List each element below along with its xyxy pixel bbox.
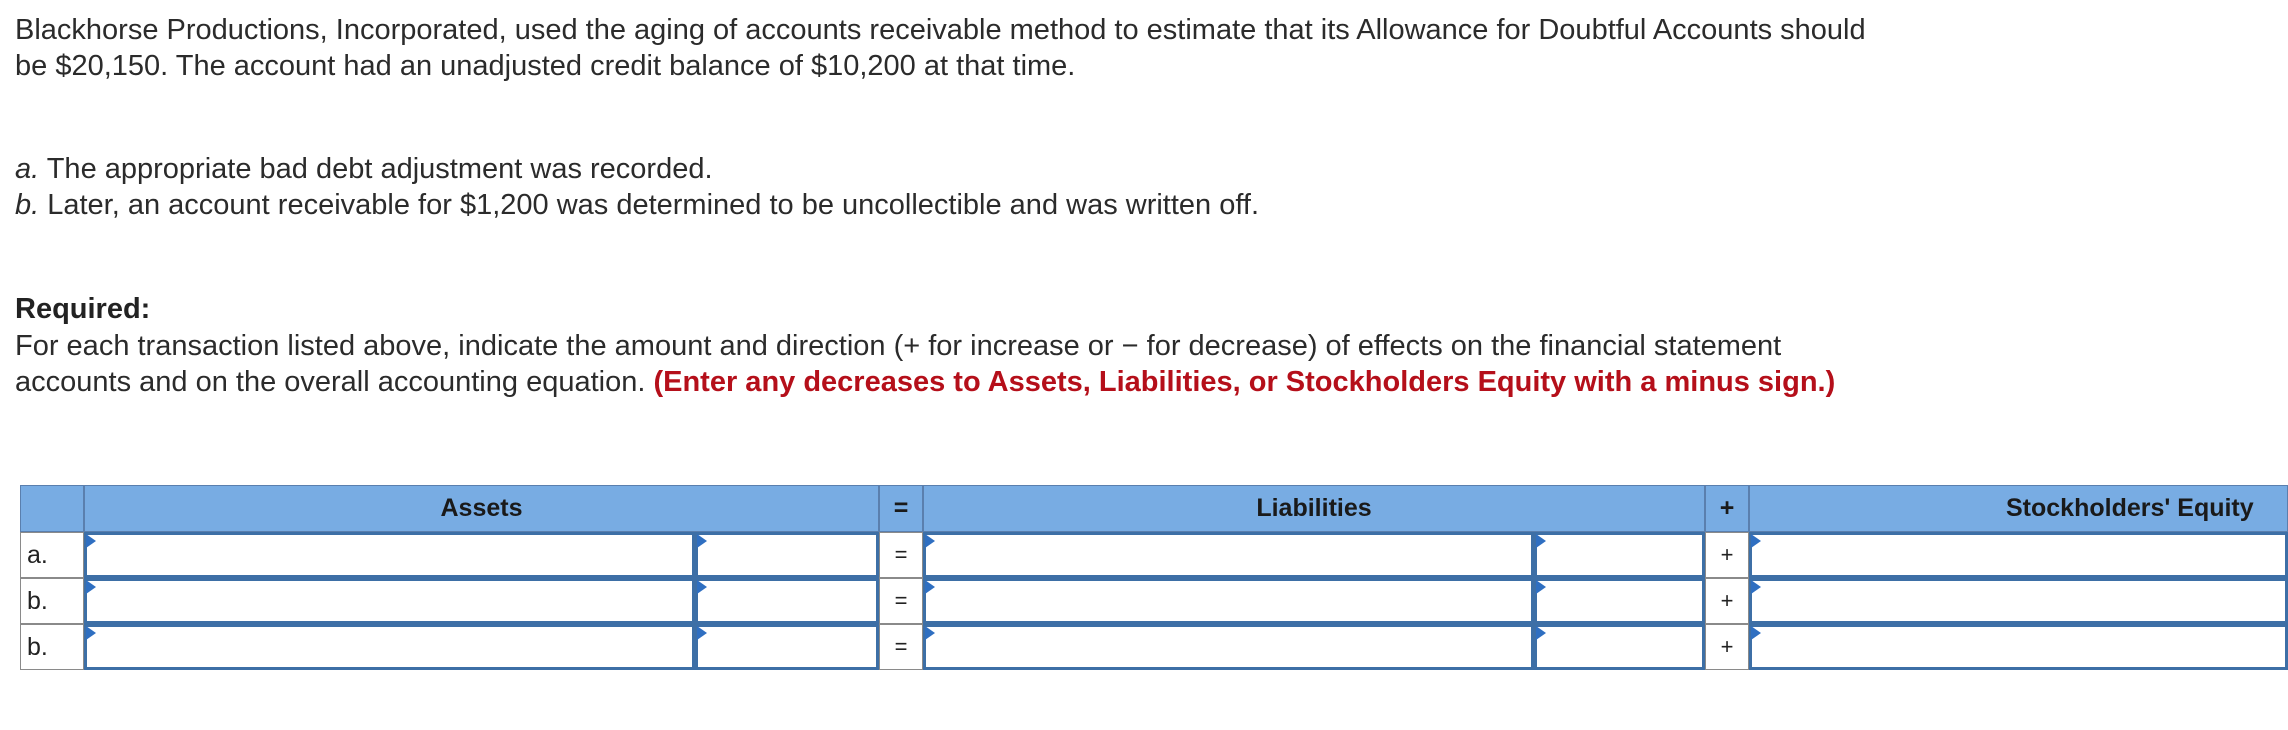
equity-account-input[interactable] xyxy=(1749,578,2288,624)
liabilities-amount-cell xyxy=(1534,624,1705,670)
transaction-item-b xyxy=(15,189,1259,221)
assets-amount-cell xyxy=(695,578,879,624)
row-label: b. xyxy=(20,624,84,670)
plus-sign: + xyxy=(1705,532,1749,578)
equals-sign: = xyxy=(879,532,923,578)
transaction-letter: a. xyxy=(15,153,40,185)
assets-amount-input[interactable] xyxy=(695,578,879,624)
liabilities-account-input[interactable] xyxy=(923,578,1534,624)
required-text xyxy=(15,328,1895,400)
assets-amount-input[interactable] xyxy=(695,532,879,578)
header-plus: + xyxy=(1705,485,1749,532)
assets-account-cell xyxy=(84,624,695,670)
plus-sign: + xyxy=(1705,624,1749,670)
liabilities-amount-input[interactable] xyxy=(1534,532,1705,578)
assets-account-input[interactable] xyxy=(84,624,695,670)
row-label: a. xyxy=(20,532,84,578)
required-body: For each transaction listed above, indicate the amount and direction (+ for increase or − for decrease) of effects on the financial statement accounts and on the overall accounting equation. xyxy=(15,330,1782,398)
assets-amount-input[interactable] xyxy=(695,624,879,670)
liabilities-amount-cell xyxy=(1534,532,1705,578)
equity-account-input[interactable] xyxy=(1749,624,2288,670)
liabilities-account-cell xyxy=(923,624,1534,670)
equals-sign: = xyxy=(879,578,923,624)
transaction-text: Later, an account receivable for $1,200 was determined to be uncollectible and was written off. xyxy=(39,189,1259,221)
liabilities-account-input[interactable] xyxy=(923,624,1534,670)
row-label: b. xyxy=(20,578,84,624)
liabilities-account-input[interactable] xyxy=(923,532,1534,578)
equity-account-cell xyxy=(1749,578,2288,624)
accounting-equation-table xyxy=(20,485,2288,675)
problem-intro: Blackhorse Productions, Incorporated, used the aging of accounts receivable method to estimate that its Allowance for Doubtful Accounts should be $20,150. The account had an unadjusted credit balance of $10,200 at that time. xyxy=(15,14,1866,82)
header-assets: Assets xyxy=(84,485,879,532)
required-instruction: (Enter any decreases to Assets, Liabilities, or Stockholders Equity with a minus sign.) xyxy=(653,366,1836,398)
transaction-item-a xyxy=(15,153,713,185)
assets-amount-cell xyxy=(695,532,879,578)
liabilities-amount-input[interactable] xyxy=(1534,624,1705,670)
header-liabilities: Liabilities xyxy=(923,485,1705,532)
transaction-list xyxy=(15,151,1895,223)
plus-sign: + xyxy=(1705,578,1749,624)
assets-amount-cell xyxy=(695,624,879,670)
transaction-letter: b. xyxy=(15,189,40,221)
transaction-text: The appropriate bad debt adjustment was recorded. xyxy=(39,153,713,185)
equity-account-cell xyxy=(1749,532,2288,578)
equals-sign: = xyxy=(879,624,923,670)
equity-account-input[interactable] xyxy=(1749,532,2288,578)
liabilities-amount-cell xyxy=(1534,578,1705,624)
liabilities-account-cell xyxy=(923,532,1534,578)
liabilities-amount-input[interactable] xyxy=(1534,578,1705,624)
assets-account-cell xyxy=(84,532,695,578)
assets-account-input[interactable] xyxy=(84,532,695,578)
header-stockholders-equity: Stockholders' Equity xyxy=(1749,485,2288,532)
required-heading: Required: xyxy=(15,293,151,325)
header-blank xyxy=(20,485,84,532)
header-equals: = xyxy=(879,485,923,532)
equity-account-cell xyxy=(1749,624,2288,670)
liabilities-account-cell xyxy=(923,578,1534,624)
assets-account-input[interactable] xyxy=(84,578,695,624)
assets-account-cell xyxy=(84,578,695,624)
